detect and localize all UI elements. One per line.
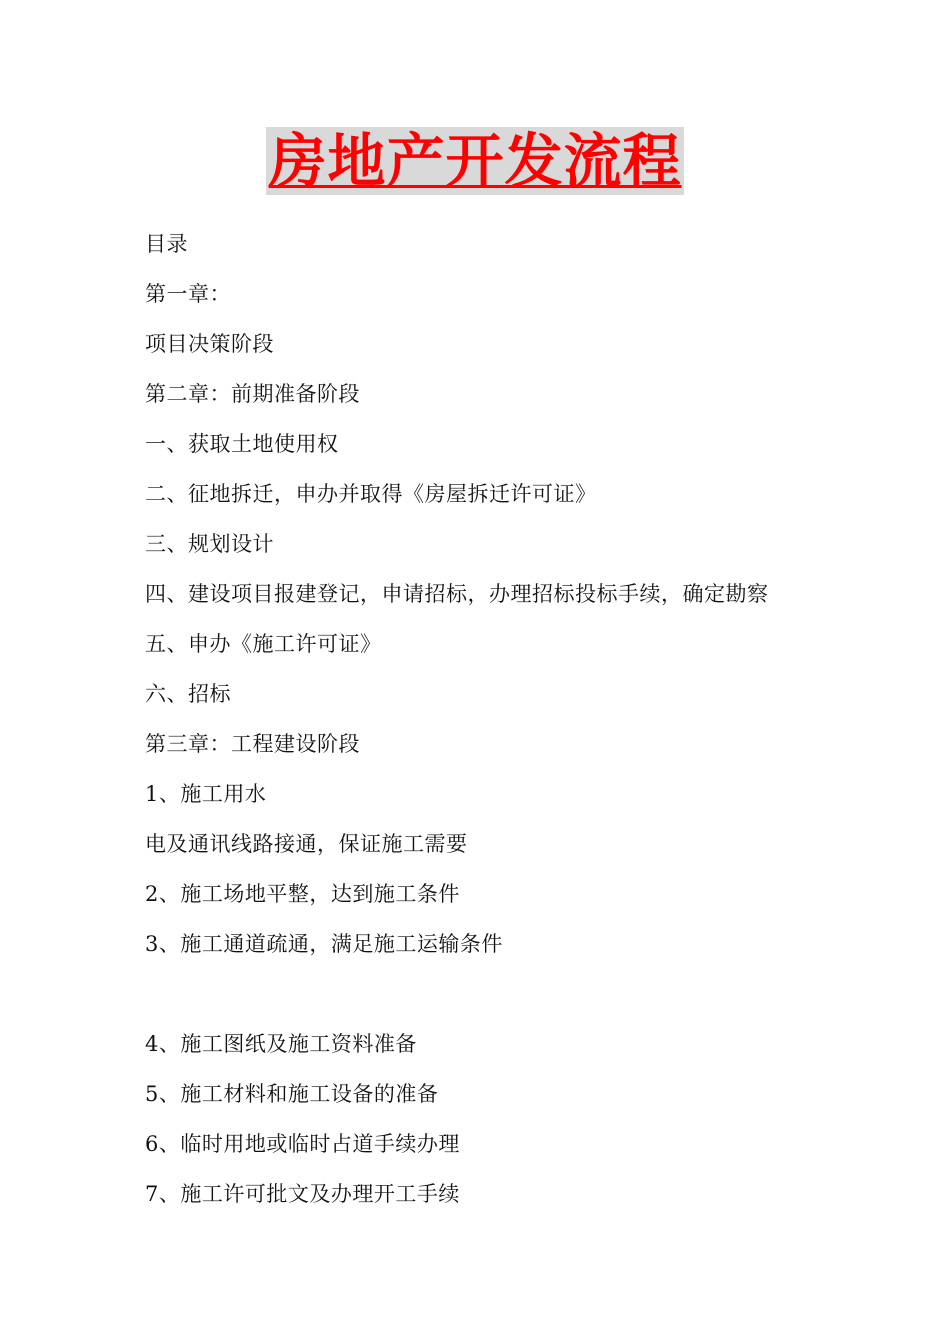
toc-line: 6、临时用地或临时占道手续办理 bbox=[145, 1132, 460, 1156]
toc-line: 4、施工图纸及施工资料准备 bbox=[145, 1032, 417, 1056]
title-container bbox=[0, 127, 950, 195]
toc-line: 四、建设项目报建登记，申请招标，办理招标投标手续，确定勘察 bbox=[145, 582, 769, 606]
toc-line: 第三章：工程建设阶段 bbox=[145, 732, 360, 756]
toc-line: 二、征地拆迁，申办并取得《房屋拆迁许可证》 bbox=[145, 482, 597, 506]
toc-line: 六、招标 bbox=[145, 682, 231, 706]
blank-line bbox=[145, 981, 845, 1031]
toc-line: 1、施工用水 bbox=[145, 782, 267, 806]
table-of-contents bbox=[145, 231, 845, 1231]
document-title: 房地产开发流程 bbox=[268, 127, 682, 195]
toc-line: 7、施工许可批文及办理开工手续 bbox=[145, 1182, 460, 1206]
toc-line: 3、施工通道疏通，满足施工运输条件 bbox=[145, 932, 503, 956]
toc-line: 五、申办《施工许可证》 bbox=[145, 632, 382, 656]
toc-line: 5、施工材料和施工设备的准备 bbox=[145, 1082, 439, 1106]
toc-line: 项目决策阶段 bbox=[145, 332, 274, 356]
toc-line: 2、施工场地平整，达到施工条件 bbox=[145, 882, 460, 906]
toc-line: 第一章： bbox=[145, 282, 231, 306]
toc-line: 第二章：前期准备阶段 bbox=[145, 382, 360, 406]
toc-line: 三、规划设计 bbox=[145, 532, 274, 556]
toc-heading: 目录 bbox=[145, 232, 188, 256]
toc-line: 一、获取土地使用权 bbox=[145, 432, 339, 456]
toc-line: 电及通讯线路接通，保证施工需要 bbox=[145, 832, 468, 856]
